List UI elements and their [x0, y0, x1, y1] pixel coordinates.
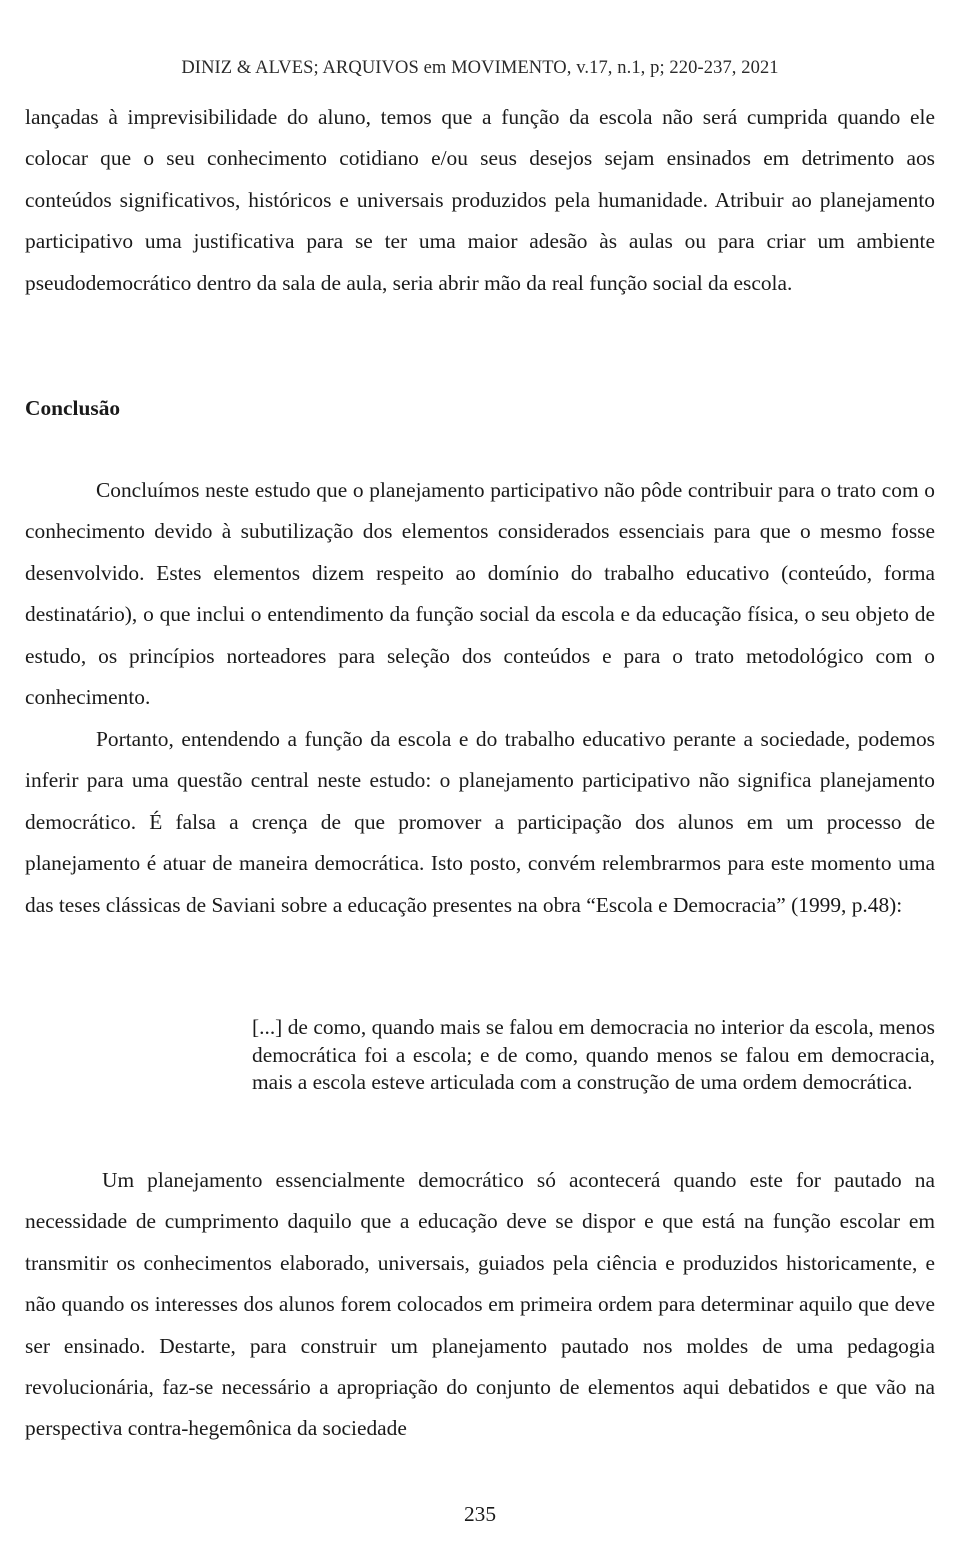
- block-quote: [...] de como, quando mais se falou em democracia no interior da escola, menos democrática foi a escola; e de como, quando menos se falou em democracia, mais a escola esteve articulada com a construção de uma ordem democrática.: [252, 1015, 935, 1094]
- page-number: 235: [463, 1502, 497, 1526]
- paragraph-conclusion-3: Um planejamento essencialmente democrático só acontecerá quando este for pautado na necessidade de cumprimento daquilo que a educação deve se dispor e que está na função escolar em transmitir os conhecimentos elaborado, universais, guiados pela ciência e produzidos historicamente, e não quando os interesses dos alunos forem colocados em primeira ordem para determinar aquilo que deve ser ensinado. Destarte, para construir um planejamento pautado nos moldes de uma pedagogia revolucionária, faz-se necessário a apropriação do conjunto de elementos aqui debatidos e que vão na perspectiva contra-hegemônica da sociedade: [25, 1168, 935, 1441]
- running-header: DINIZ & ALVES; ARQUIVOS em MOVIMENTO, v.17, n.1, p; 220-237, 2021: [181, 58, 779, 78]
- paragraph-conclusion-2: Portanto, entendendo a função da escola e do trabalho educativo perante a sociedade, podemos inferir para uma questão central neste estudo: o planejamento participativo não significa planejamento democrático. É falsa a crença de que promover a participação dos alunos em um processo de planejamento é atuar de maneira democrática. Isto posto, convém relembrarmos para este momento uma das teses clássicas de Saviani sobre a educação presentes na obra “Escola e Democracia” (1999, p.48):: [25, 727, 935, 917]
- paragraph-conclusion-1: Concluímos neste estudo que o planejamento participativo não pôde contribuir para o trato com o conhecimento devido à subutilização dos elementos considerados essenciais para que o mesmo fosse desenvolvido. Estes elementos dizem respeito ao domínio do trabalho educativo (conteúdo, forma destinatário), o que inclui o entendimento da função social da escola e da educação física, o seu objeto de estudo, os princípios norteadores para seleção dos conteúdos e para o trato metodológico com o conhecimento.: [25, 478, 935, 710]
- section-heading-conclusion: Conclusão: [25, 396, 121, 420]
- paragraph-continuation: lançadas à imprevisibilidade do aluno, temos que a função da escola não será cumprida quando ele colocar que o seu conhecimento cotidiano e/ou seus desejos sejam ensinados em detrimento aos conteúdos significativos, históricos e universais produzidos pela humanidade. Atribuir ao planejamento participativo uma justificativa para se ter uma maior adesão às aulas ou para criar um ambiente pseudodemocrático dentro da sala de aula, seria abrir mão da real função social da escola.: [25, 105, 935, 295]
